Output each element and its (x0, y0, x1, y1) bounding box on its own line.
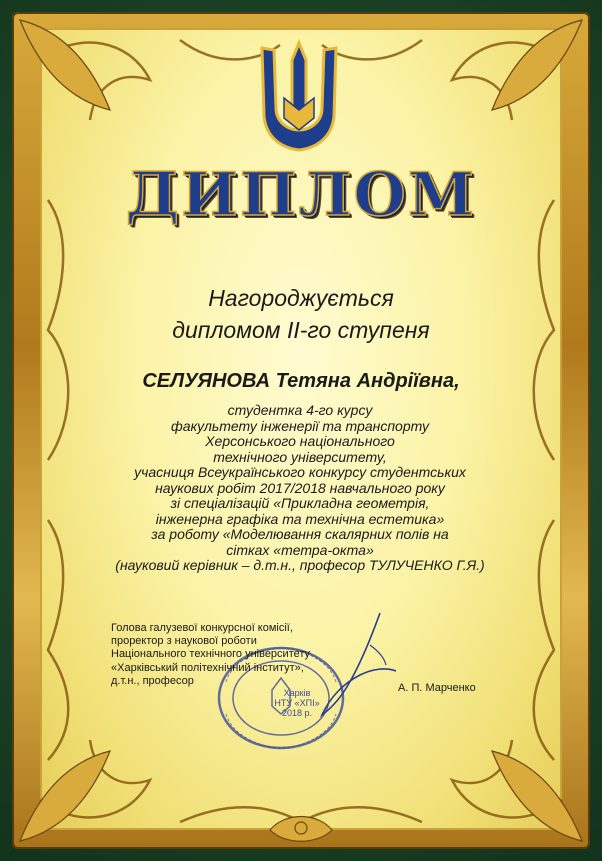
detail-line: факультету інженерії та транспорту (171, 417, 429, 434)
signatory-line: Національного технічного університету (111, 648, 311, 661)
recipient-name: СЕЛУЯНОВА Тетяна Андріївна, (142, 370, 460, 392)
signer-name: А. П. Марченко (398, 682, 476, 694)
signatory-line: д.т.н., професор (111, 674, 194, 687)
signatory-line: «Харківський політехнічний інститут», (111, 661, 304, 674)
trident-emblem-icon (254, 38, 344, 158)
stamp-line: Харків (283, 688, 311, 698)
detail-line: наукових робіт 2017/2018 навчального року (155, 479, 445, 496)
award-statement (0, 282, 602, 346)
detail-line: сітках «тетра-окта» (226, 541, 374, 558)
detail-line: (науковий керівник – д.т.н., професор ТУЛУЧЕНКО Г.Я.) (115, 557, 485, 573)
signatory-line: проректор з наукової роботи (111, 635, 257, 648)
signatory-line: Голова галузевої конкурсної комісії, (111, 622, 293, 634)
detail-line: інженерна графіка та технічна естетика» (155, 510, 445, 527)
diploma-title: ДИПЛОМ (125, 160, 477, 230)
detail-line: учасниця Всеукраїнського конкурсу студентських (134, 464, 466, 480)
award-details (70, 403, 530, 574)
stamp-line: НТУ «ХПІ» (274, 698, 320, 708)
detail-line: Херсонського національного (205, 433, 395, 449)
detail-line: технічного університету, (213, 448, 387, 465)
detail-line: зі спеціалізацій «Прикладна геометрія, (170, 495, 430, 511)
detail-line: за роботу «Моделювання скалярних полів на (151, 526, 449, 542)
stamp-line: 2018 р. (281, 708, 313, 718)
award-line-1: Нагороджується (208, 285, 394, 311)
detail-line: студентка 4-го курсу (227, 402, 373, 418)
signatory-title (111, 622, 341, 688)
award-line-2: дипломом ІІ-го ступеня (172, 317, 430, 343)
